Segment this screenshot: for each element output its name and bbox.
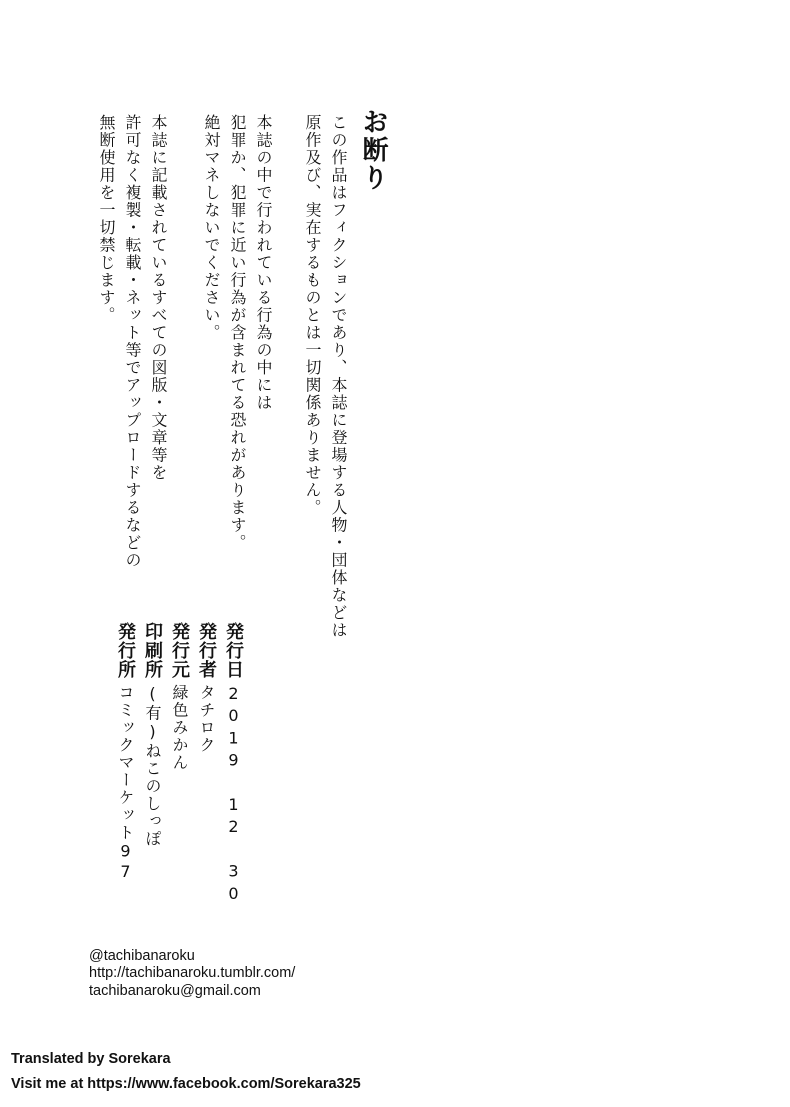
- colophon-label: 印刷所: [142, 622, 163, 679]
- colophon-value-date: 2019 12 30: [224, 684, 243, 906]
- contact-url[interactable]: http://tachibanaroku.tumblr.com/: [89, 965, 296, 981]
- page-title: お断り: [358, 108, 388, 192]
- translator-credit: Translated by Sorekara: [11, 1051, 171, 1067]
- colophon-label: 発行元: [169, 622, 190, 679]
- notice-line: 犯罪か、犯罪に近い行為が含まれてる恐れがあります。: [228, 114, 247, 552]
- notice-line: 本誌に記載されているすべての図版・文章等を: [149, 114, 168, 482]
- translator-link[interactable]: Visit me at https://www.facebook.com/Sorekara325: [11, 1076, 361, 1092]
- notice-line: 原作及び、実在するものとは一切関係ありません。: [303, 114, 322, 517]
- colophon-value-venue: コミックマーケット97: [116, 684, 135, 883]
- colophon-label: 発行日: [223, 622, 244, 679]
- notice-line: 無断使用を一切禁じます。: [97, 114, 116, 324]
- colophon-value-printer: (有)ねこのしっぽ: [143, 684, 162, 848]
- notice-line: 本誌の中で行われている行為の中には: [254, 114, 273, 412]
- colophon-value-publisher: タチロク: [197, 684, 216, 754]
- colophon-label: 発行者: [196, 622, 217, 679]
- notice-line: この作品はフィクションであり、本誌に登場する人物・団体などは: [329, 114, 348, 639]
- colophon-label: 発行所: [115, 622, 136, 679]
- colophon-value-issuer: 緑色みかん: [170, 684, 189, 772]
- contact-email[interactable]: tachibanaroku@gmail.com: [89, 983, 261, 999]
- notice-line: 絶対マネしないでください。: [202, 114, 221, 342]
- contact-handle: @tachibanaroku: [89, 948, 195, 964]
- notice-line: 許可なく複製・転載・ネット等でアップロードするなどの: [123, 114, 142, 569]
